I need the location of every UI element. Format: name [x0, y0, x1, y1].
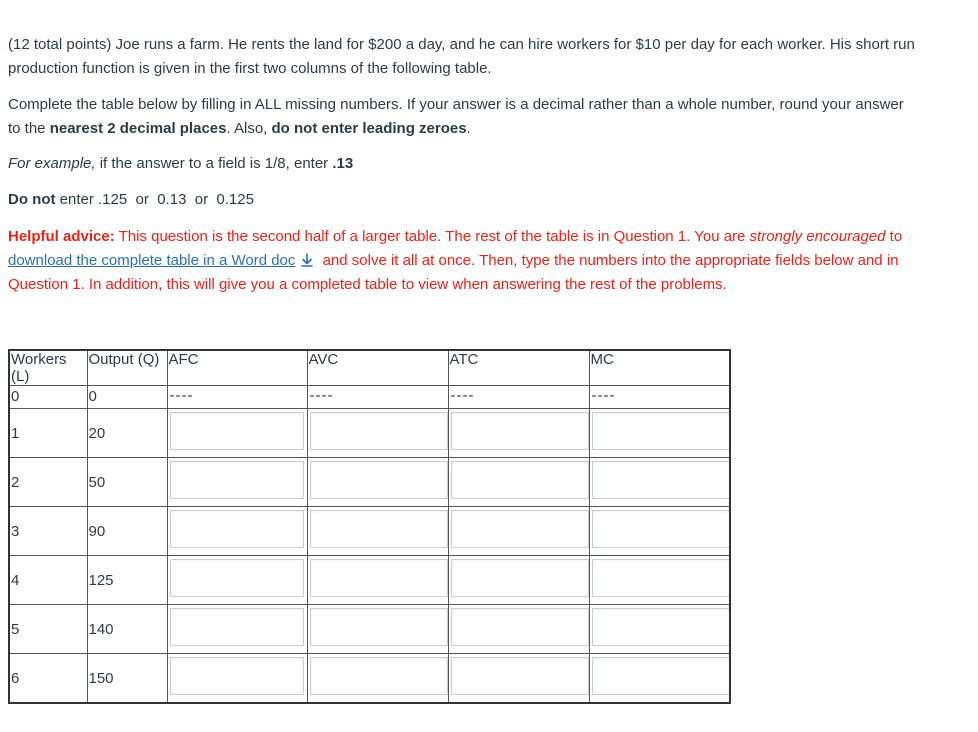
advice-text: This question is the second half of a larger table. The rest of the table is in Question 1. You are	[114, 228, 750, 245]
output-cell	[87, 458, 167, 507]
mc-input[interactable]	[592, 559, 730, 597]
mc-input[interactable]	[592, 608, 730, 646]
mc-cell	[589, 409, 730, 458]
do-not-label: Do not	[8, 191, 56, 208]
header-output: Output (Q)	[87, 350, 167, 386]
atc-input[interactable]	[451, 461, 589, 499]
dash-placeholder: ----	[450, 387, 475, 404]
atc-cell	[448, 409, 589, 458]
workers-cell	[9, 386, 87, 409]
advice-text: to	[885, 228, 903, 245]
avc-cell	[307, 507, 448, 556]
mc-input[interactable]	[592, 510, 730, 548]
atc-cell	[448, 605, 589, 654]
advice-label: Helpful advice:	[8, 228, 115, 245]
advice-text: and solve it all at once. Then, type the numbers into the appropriate fields below and in	[318, 252, 899, 269]
atc-cell	[448, 507, 589, 556]
output-value: 50	[88, 474, 106, 491]
dash-placeholder: ----	[169, 387, 194, 404]
avc-input[interactable]	[310, 608, 448, 646]
workers-value: 0	[11, 388, 20, 405]
example-text: if the answer to a field is 1/8, enter	[95, 155, 333, 172]
afc-cell	[167, 605, 307, 654]
table-row	[9, 605, 730, 654]
avc-input[interactable]	[310, 412, 448, 450]
output-cell	[87, 507, 167, 556]
atc-cell	[448, 556, 589, 605]
mc-cell	[589, 605, 730, 654]
atc-cell	[448, 386, 589, 409]
workers-cell	[9, 409, 87, 458]
afc-input[interactable]	[170, 657, 304, 695]
afc-cell	[167, 458, 307, 507]
table-row	[9, 556, 730, 605]
atc-input[interactable]	[451, 510, 589, 548]
avc-cell	[307, 458, 448, 507]
header-atc: ATC	[448, 350, 589, 386]
cost-table	[8, 349, 731, 704]
workers-value: 6	[11, 670, 20, 687]
table-row	[9, 507, 730, 556]
output-cell	[87, 654, 167, 704]
avc-cell	[307, 409, 448, 458]
avc-input[interactable]	[310, 461, 448, 499]
instructions-text: . Also,	[226, 120, 272, 137]
avc-input[interactable]	[310, 657, 448, 695]
header-avc: AVC	[307, 350, 448, 386]
afc-input[interactable]	[170, 412, 304, 450]
workers-cell	[9, 556, 87, 605]
atc-cell	[448, 458, 589, 507]
do-not-paragraph	[8, 188, 968, 212]
afc-cell	[167, 409, 307, 458]
afc-input[interactable]	[170, 461, 304, 499]
afc-input[interactable]	[170, 608, 304, 646]
header-afc: AFC	[167, 350, 307, 386]
output-cell	[87, 605, 167, 654]
table-row	[9, 386, 730, 409]
instructions-text: .	[466, 120, 471, 137]
avc-input[interactable]	[310, 510, 448, 548]
header-workers: Workers (L)	[9, 350, 87, 386]
instructions-text: to the	[8, 120, 50, 137]
table-row	[9, 654, 730, 704]
atc-input[interactable]	[451, 657, 589, 695]
afc-cell	[167, 507, 307, 556]
output-value: 125	[88, 572, 114, 589]
intro-line-2: production function is given in the first two columns of the following table.	[8, 60, 492, 77]
mc-input[interactable]	[592, 412, 730, 450]
output-value: 140	[88, 621, 114, 638]
output-value: 90	[88, 523, 106, 540]
instructions-line-1: Complete the table below by filling in ALL missing numbers. If your answer is a decimal rather than a whole number, round your answer	[8, 96, 904, 113]
avc-cell	[307, 654, 448, 704]
atc-input[interactable]	[451, 559, 589, 597]
afc-input[interactable]	[170, 559, 304, 597]
avc-cell	[307, 605, 448, 654]
afc-input[interactable]	[170, 510, 304, 548]
intro-paragraph	[8, 0, 968, 81]
output-value: 0	[88, 388, 97, 405]
afc-cell	[167, 386, 307, 409]
download-word-link[interactable]: download the complete table in a Word doc	[8, 252, 296, 269]
example-label: For example,	[8, 155, 96, 172]
table-row	[9, 458, 730, 507]
mc-input[interactable]	[592, 461, 730, 499]
workers-value: 1	[11, 425, 20, 442]
leading-zero-emphasis: do not enter leading zeroes	[271, 120, 467, 137]
workers-cell	[9, 654, 87, 704]
atc-cell	[448, 654, 589, 704]
do-not-text: enter .125 or 0.13 or 0.125	[55, 191, 254, 208]
mc-cell	[589, 654, 730, 704]
workers-value: 2	[11, 474, 20, 491]
dash-placeholder: ----	[591, 387, 616, 404]
mc-cell	[589, 386, 730, 409]
workers-cell	[9, 507, 87, 556]
mc-cell	[589, 556, 730, 605]
output-cell	[87, 386, 167, 409]
avc-input[interactable]	[310, 559, 448, 597]
workers-value: 4	[11, 572, 20, 589]
workers-cell	[9, 605, 87, 654]
output-cell	[87, 409, 167, 458]
example-paragraph	[8, 152, 968, 176]
workers-value: 3	[11, 523, 20, 540]
header-mc: MC	[589, 350, 730, 386]
avc-cell	[307, 556, 448, 605]
download-icon[interactable]	[299, 252, 315, 268]
instructions-paragraph	[8, 93, 968, 141]
rounding-emphasis: nearest 2 decimal places	[49, 120, 227, 137]
afc-cell	[167, 556, 307, 605]
output-cell	[87, 556, 167, 605]
mc-input[interactable]	[592, 657, 730, 695]
atc-input[interactable]	[451, 412, 589, 450]
advice-paragraph	[8, 225, 968, 297]
table-row	[9, 409, 730, 458]
output-value: 150	[88, 670, 114, 687]
advice-emphasis: strongly encouraged	[749, 228, 886, 245]
workers-cell	[9, 458, 87, 507]
table-header-row	[9, 350, 730, 386]
example-answer: .13	[332, 155, 354, 172]
avc-cell	[307, 386, 448, 409]
output-value: 20	[88, 425, 106, 442]
mc-cell	[589, 507, 730, 556]
workers-value: 5	[11, 621, 20, 638]
afc-cell	[167, 654, 307, 704]
intro-line-1: (12 total points) Joe runs a farm. He rents the land for $200 a day, and he can hire workers for $10 per day for each worker. His short run	[8, 36, 915, 53]
mc-cell	[589, 458, 730, 507]
dash-placeholder: ----	[309, 387, 334, 404]
atc-input[interactable]	[451, 608, 589, 646]
advice-line-3: Question 1. In addition, this will give you a completed table to view when answering the rest of the problems.	[8, 276, 727, 293]
